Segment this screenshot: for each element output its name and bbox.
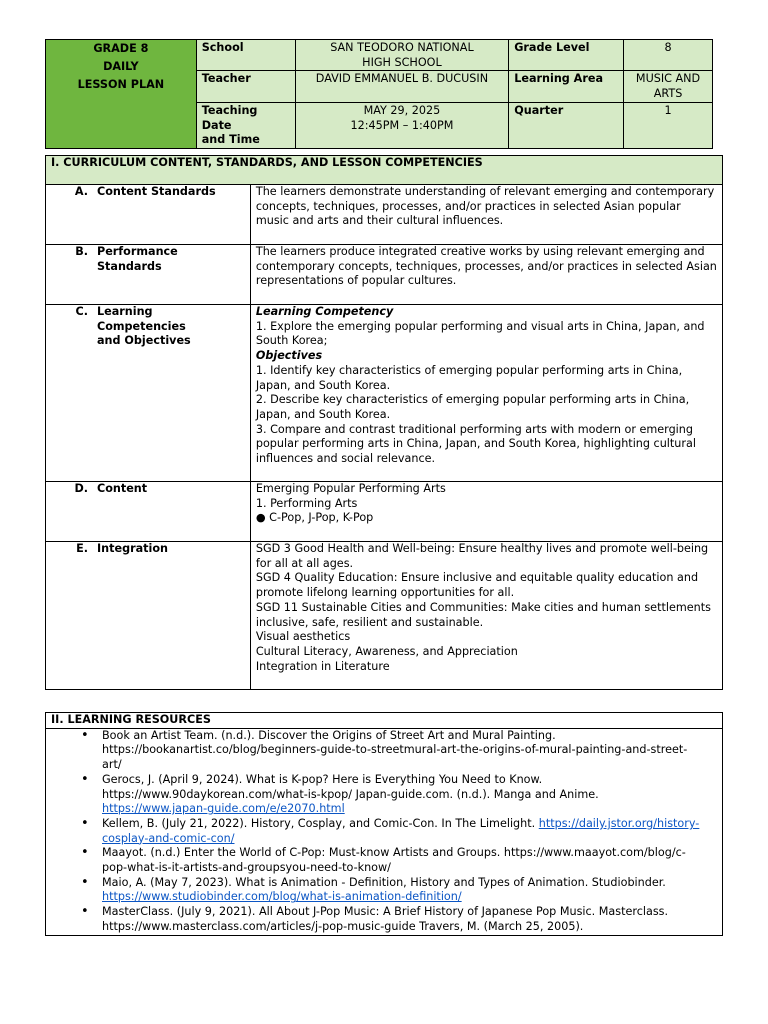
list-item bbox=[102, 846, 700, 875]
integration-item6: Integration in Literature bbox=[255, 659, 390, 673]
integration-item5: Cultural Literacy, Awareness, and Appreciation bbox=[255, 644, 518, 658]
content-label-text: Content bbox=[97, 482, 148, 495]
competencies-label-line1: Learning Competencies bbox=[97, 305, 186, 333]
learning-area-line1: MUSIC AND bbox=[635, 72, 701, 86]
reference-4-text: Maayot. (n.d.) Enter the World of C-Pop: Must-know Artists and Groups. https://www.maayot.com/blog/c-pop-what-is-it-artists-and-groupsyou-need-to-know/ bbox=[102, 846, 686, 875]
list-item bbox=[102, 905, 700, 934]
teaching-date-label-line1: Teaching Date bbox=[201, 103, 258, 132]
content-line1: Emerging Popular Performing Arts bbox=[255, 482, 446, 495]
list-item bbox=[102, 729, 700, 773]
learning-area-line2: ARTS bbox=[653, 87, 683, 101]
curriculum-section-table bbox=[45, 155, 723, 690]
competencies-label-line2: and Objectives bbox=[97, 334, 191, 348]
reference-5-text: Maio, A. (May 7, 2023). What is Animation - Definition, History and Types of Animation. Studiobinder. bbox=[102, 875, 666, 889]
grade-level-value: 8 bbox=[624, 40, 713, 71]
plan-title-cell bbox=[46, 40, 197, 149]
teaching-date-label-line2: and Time bbox=[201, 133, 260, 147]
competencies-text bbox=[250, 305, 722, 482]
plan-title-line3: LESSON PLAN bbox=[77, 78, 165, 91]
competencies-label bbox=[46, 305, 251, 482]
integration-letter: E. bbox=[76, 542, 88, 555]
integration-sdg4: SGD 4 Quality Education: Ensure inclusive and equitable quality education and promote lifelong learning opportunities for all. bbox=[255, 571, 699, 600]
learning-area-value bbox=[624, 71, 713, 102]
teacher-label: Teacher bbox=[196, 71, 295, 102]
content-standards-text: The learners demonstrate understanding of relevant emerging and contemporary concepts, techniques, processes, and/or practices in selected Asian popular music and arts and their cultural influences. bbox=[250, 185, 722, 245]
content-line2: 1. Performing Arts bbox=[255, 496, 358, 510]
reference-3-link[interactable]: https://daily.jstor.org/history-cosplay-and-comic-con/ bbox=[102, 816, 700, 845]
quarter-value: 1 bbox=[624, 102, 713, 148]
content-standards-label-text: Content Standards bbox=[97, 185, 216, 198]
list-item bbox=[102, 876, 700, 905]
learning-resources-table bbox=[45, 712, 723, 936]
teaching-date-value bbox=[295, 102, 509, 148]
resources-list-cell bbox=[46, 728, 723, 935]
reference-3-text: Kellem, B. (July 21, 2022). History, Cosplay, and Comic-Con. In The Limelight. bbox=[102, 816, 536, 830]
content-text bbox=[250, 482, 722, 542]
teacher-value: DAVID EMMANUEL B. DUCUSIN bbox=[295, 71, 509, 102]
objectives-heading: Objectives bbox=[255, 349, 323, 363]
school-value bbox=[295, 40, 509, 71]
quarter-label: Quarter bbox=[509, 102, 624, 148]
performance-standards-text: The learners produce integrated creative works by using relevant emerging and contemporary concepts, techniques, processes, and/or practices in selected Asian representations of popular cultures. bbox=[250, 245, 722, 305]
teaching-date-label bbox=[196, 102, 295, 148]
content-standards-letter: A. bbox=[74, 185, 88, 198]
reference-2-text: Gerocs, J. (April 9, 2024). What is K-pop? Here is Everything You Need to Know. https://www.90daykorean.com/what-is-kpop/ Japan-guide.com. (n.d.). Manga and Anime. bbox=[102, 772, 599, 801]
school-value-line1: SAN TEODORO NATIONAL bbox=[330, 41, 474, 54]
school-value-line2: HIGH SCHOOL bbox=[362, 55, 442, 69]
resources-list bbox=[51, 729, 700, 935]
competency-heading: Learning Competency bbox=[255, 305, 394, 318]
plan-title-line1: GRADE 8 bbox=[93, 42, 149, 55]
teaching-date-value-line1: MAY 29, 2025 bbox=[363, 103, 441, 117]
integration-label bbox=[46, 542, 251, 690]
integration-text bbox=[250, 542, 722, 690]
list-item bbox=[102, 773, 700, 817]
reference-6-text: MasterClass. (July 9, 2021). All About J-Pop Music: A Brief History of Japanese Pop Music. Masterclass. https://www.masterclass.com/articles/j-pop-music-guide Travers, M. (March 25, 2005). bbox=[102, 905, 669, 933]
school-label: School bbox=[196, 40, 295, 71]
teaching-date-value-line2: 12:45PM – 1:40PM bbox=[350, 118, 454, 132]
performance-standards-letter: B. bbox=[75, 245, 88, 258]
lesson-plan-header-table bbox=[45, 39, 713, 149]
performance-standards-label-text: Performance Standards bbox=[97, 245, 178, 273]
section1-title: I. CURRICULUM CONTENT, STANDARDS, AND LESSON COMPETENCIES bbox=[46, 156, 723, 185]
performance-standards-label bbox=[46, 245, 251, 305]
integration-item4: Visual aesthetics bbox=[255, 630, 351, 644]
plan-title-line2: DAILY bbox=[103, 60, 139, 73]
integration-sdg3: SGD 3 Good Health and Well-being: Ensure healthy lives and promote well-being for all at all ages. bbox=[255, 542, 709, 570]
integration-sdg11: SGD 11 Sustainable Cities and Communities: Make cities and human settlements inclusive, safe, resilient and sustainable. bbox=[255, 600, 711, 629]
grade-level-label: Grade Level bbox=[509, 40, 624, 71]
content-label bbox=[46, 482, 251, 542]
learning-area-label: Learning Area bbox=[509, 71, 624, 102]
competencies-letter: C. bbox=[75, 305, 88, 318]
competency-1: 1. Explore the emerging popular performing and visual arts in China, Japan, and South Korea; bbox=[255, 319, 705, 348]
content-line3: ● C-Pop, J-Pop, K-Pop bbox=[255, 511, 374, 525]
content-letter: D. bbox=[74, 482, 88, 495]
objective-1: 1. Identify key characteristics of emerging popular performing arts in China, Japan, and South Korea. bbox=[255, 363, 683, 392]
reference-2-link[interactable]: https://www.japan-guide.com/e/e2070.html bbox=[102, 802, 345, 816]
integration-label-text: Integration bbox=[97, 542, 168, 555]
objective-3: 3. Compare and contrast traditional performing arts with modern or emerging popular performing arts in China, Japan, and South Korea, highlighting cultural influences and social relevance. bbox=[255, 422, 696, 466]
content-standards-label bbox=[46, 185, 251, 245]
section2-title: II. LEARNING RESOURCES bbox=[46, 713, 723, 729]
list-item bbox=[102, 817, 700, 846]
reference-5-link[interactable]: https://www.studiobinder.com/blog/what-is-animation-definition/ bbox=[102, 890, 462, 904]
objective-2: 2. Describe key characteristics of emerging popular performing arts in China, Japan, and South Korea. bbox=[255, 393, 690, 421]
reference-1-text: Book an Artist Team. (n.d.). Discover the Origins of Street Art and Mural Painting. https://bookanartist.co/blog/beginners-guide-to-streetmural-art-the-origins-of-mural-painting-and-street-art/ bbox=[102, 728, 688, 772]
